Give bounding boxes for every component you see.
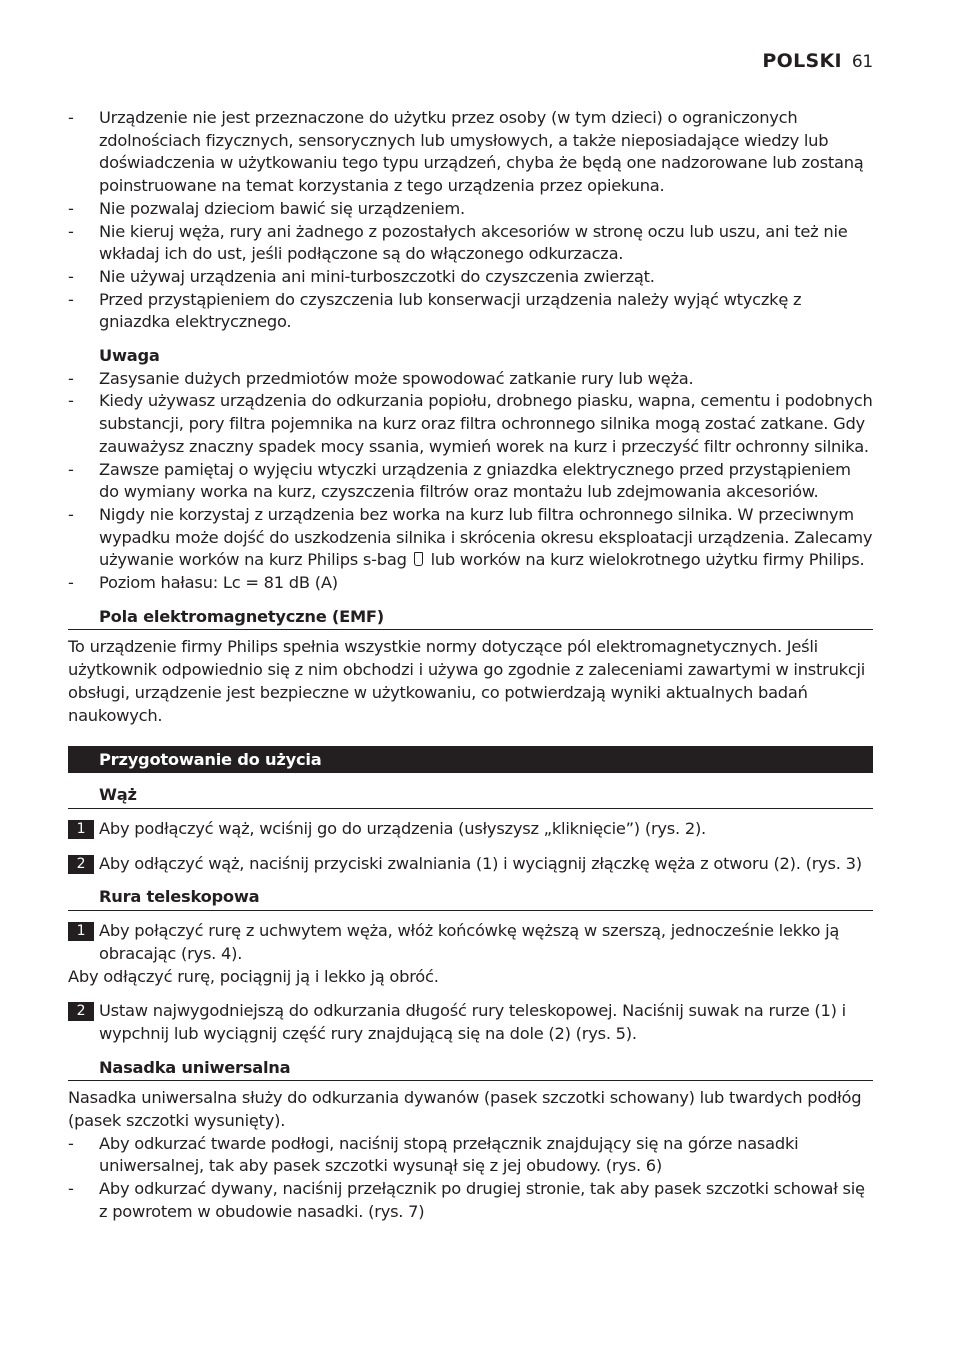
step-item: 2 Ustaw najwygodniejszą do odkurzania długość rury teleskopowej. Naciśnij suwak na rurze (1) i wypchnij lub wyciągnij część rury znajdującą się na dole (2) (rys. 5).	[68, 1000, 873, 1045]
step-number: 1	[68, 922, 94, 941]
step-number: 1	[68, 820, 94, 839]
step-number: 2	[68, 855, 94, 874]
dust-bag-icon	[414, 552, 423, 566]
emf-heading: Pola elektromagnetyczne (EMF)	[68, 606, 873, 631]
list-item: - Zawsze pamiętaj o wyjęciu wtyczki urządzenia z gniazdka elektrycznego przed przystąpieniem do wymiany worka na kurz, czyszczenia filtrów oraz montażu lub zdejmowania akcesoriów.	[68, 459, 851, 502]
safety-list	[68, 107, 873, 334]
page-number: 61	[851, 52, 873, 72]
list-item: - Kiedy używasz urządzenia do odkurzania popiołu, drobnego piasku, wapna, cementu i podobnych substancji, pory filtra pojemnika na kurz oraz filtra ochronnego silnika mogą zostać zatkane. Gdy zauważysz znaczny spadek mocy ssania, wymień worek na kurz i przeczyść filtr ochronny silnika.	[68, 391, 873, 456]
list-item: - Urządzenie nie jest przeznaczone do użytku przez osoby (w tym dzieci) o ograniczonych zdolnościach fizycznych, sensorycznych lub umysłowych, a także nieposiadające wiedzy lub doświadczenia w użytkowaniu tego typu urządzeń, chyba że będą one nadzorowane lub zostaną poinstruowane na temat korzystania z tego urządzenia przez opiekuna.	[68, 108, 864, 196]
list-item: - Nie pozwalaj dzieciom bawić się urządzeniem.	[68, 198, 465, 218]
step-number: 2	[68, 1002, 94, 1021]
list-item: - Aby odkurzać twarde podłogi, naciśnij stopą przełącznik znajdujący się na górze nasadki uniwersalnej, tak aby pasek szczotki wysunął się z jej obudowy. (rys. 6)	[68, 1133, 799, 1176]
caution-list	[68, 368, 873, 595]
language-label: POLSKI	[762, 50, 842, 72]
list-item: - Zasysanie dużych przedmiotów może spowodować zatkanie rury lub węża.	[68, 368, 694, 388]
list-item: - Przed przystąpieniem do czyszczenia lub konserwacji urządzenia należy wyjąć wtyczkę z gniazdka elektrycznego.	[68, 289, 802, 332]
step-item: 1 Aby połączyć rurę z uchwytem węża, włóż końcówkę węższą w szerszą, jednocześnie lekko ją obracając (rys. 4).	[68, 920, 873, 965]
nozzle-list	[68, 1133, 873, 1224]
page-header	[762, 50, 873, 74]
nozzle-heading: Nasadka uniwersalna	[68, 1057, 873, 1082]
caution-heading: Uwaga	[99, 346, 160, 366]
step-item: 2 Aby odłączyć wąż, naciśnij przyciski zwalniania (1) i wyciągnij złączkę węża z otworu (2). (rys. 3)	[68, 853, 873, 876]
emf-text: To urządzenie firmy Philips spełnia wszystkie normy dotyczące pól elektromagnetycznych. Jeśli użytkownik odpowiednio się z nim obchodzi i używa go zgodnie z zaleceniami zawartymi w instrukcji obsługi, urządzenie jest bezpieczne w użytkowaniu, co potwierdzają wyniki aktualnych badań naukowych.	[68, 637, 866, 725]
hose-heading: Wąż	[68, 784, 873, 809]
step-item: 1 Aby podłączyć wąż, wciśnij go do urządzenia (usłyszysz „kliknięcie”) (rys. 2).	[68, 818, 873, 841]
list-item: - Nigdy nie korzystaj z urządzenia bez worka na kurz lub filtra ochronnego silnika. W przeciwnym wypadku może dojść do uszkodzenia silnika i skrócenia okresu eksploatacji urządzenia. Zalecamy używanie worków na kurz Philips s-bag lub worków na kurz wielokrotnego użytku firmy Philips.	[68, 504, 873, 570]
list-item: - Poziom hałasu: Lc = 81 dB (A)	[68, 573, 338, 593]
tube-heading: Rura teleskopowa	[68, 886, 873, 911]
nozzle-text: Nasadka uniwersalna służy do odkurzania dywanów (pasek szczotki schowany) lub twardych podłóg (pasek szczotki wysunięty).	[68, 1088, 862, 1131]
list-item: - Nie używaj urządzenia ani mini-turboszczotki do czyszczenia zwierząt.	[68, 266, 655, 286]
list-item: - Aby odkurzać dywany, naciśnij przełącznik po drugiej stronie, tak aby pasek szczotki schował się z powrotem w obudowie nasadki. (rys. 7)	[68, 1179, 865, 1221]
tube-note: Aby odłączyć rurę, pociągnij ją i lekko ją obróć.	[68, 966, 439, 986]
section-bar-preparation: Przygotowanie do użycia	[68, 746, 873, 773]
list-item: - Nie kieruj węża, rury ani żadnego z pozostałych akcesoriów w stronę oczu lub uszu, ani też nie wkładaj ich do ust, jeśli podłączone są do włączonego odkurzacza.	[68, 221, 848, 264]
page-content	[68, 107, 873, 1224]
